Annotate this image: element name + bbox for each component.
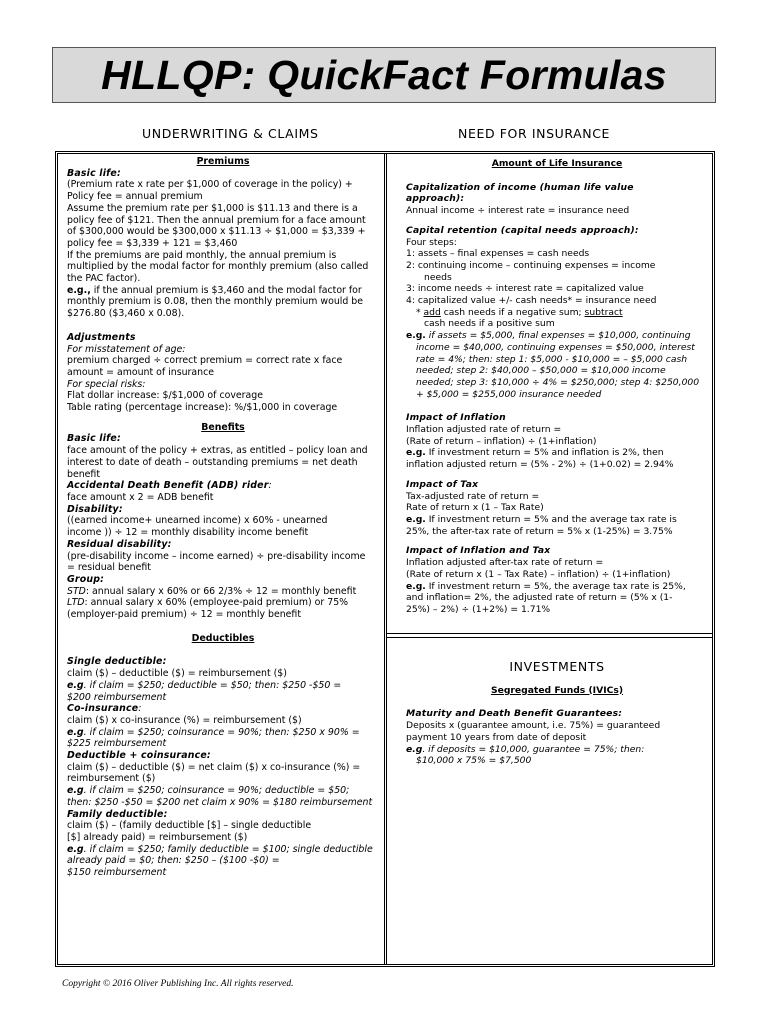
premium-line: monthly premium is 0.08, then the monthly premium would be [67, 296, 364, 308]
benefit-line: (employer-paid premium) ÷ 12 = monthly benefit [67, 609, 301, 621]
example-label: e.g. [406, 580, 426, 592]
amount-note: cash needs if a positive sum [424, 318, 555, 330]
ltd-line [67, 597, 379, 609]
column-divider [384, 153, 387, 965]
benefit-line: face amount of the policy + extras, as entitled – policy loan and [67, 445, 368, 457]
title-banner [52, 47, 716, 103]
amount-example: income = $40,000, continuing expenses = $50,000, interest [416, 341, 695, 353]
inflation-tax-line: and inflation= 2%, the adjusted rate of return = (5% x (1- [406, 592, 673, 604]
benefit-line: (pre-disability income – income earned) ÷ pre-disability income [67, 550, 366, 562]
amount-example: rate = 4%; then: step 1: $5,000 - $10,000 = – $5,000 cash [416, 353, 688, 365]
premium-line: policy fee = $3,339 + 121 = $3,460 [67, 237, 238, 249]
tax-heading: Impact of Tax [406, 478, 479, 490]
premium-example [67, 285, 379, 297]
amount-line: Annual income ÷ interest rate = insurance need [406, 205, 630, 217]
amount-step: 2: continuing income – continuing expenses = income [406, 259, 656, 271]
adjustments-heading: Adjustments [67, 331, 136, 343]
deductible-example: then: $250 -$50 = $200 net claim x 90% = $180 reimbursement [67, 796, 373, 808]
premium-line: policy fee of $121. Then the annual premium for a face amount [67, 214, 366, 226]
adjustment-subheading: For special risks: [67, 378, 146, 390]
benefit-line: income )) ÷ 12 = monthly disability income benefit [67, 527, 309, 539]
amount-step: needs [424, 271, 452, 283]
premium-line: $276.80 ($3,460 x 0.08). [67, 308, 185, 320]
example-label: e.g. [406, 513, 426, 525]
premium-line: multiplied by the modal factor for monthly premium (also called [67, 261, 369, 273]
amount-heading: approach): [406, 193, 465, 205]
note-text: cash needs if a negative sum; [440, 306, 585, 318]
tax-line: 25%, the after-tax rate of return = 5% x (1-25%) = 3.75% [406, 525, 673, 537]
benefit-line: benefit [67, 468, 101, 480]
example-text: If investment return = 5%, the average tax rate is 25%, [425, 580, 686, 592]
example-label: e.g. [406, 447, 426, 459]
adb-heading-line [67, 480, 379, 492]
amount-example [406, 330, 708, 342]
deductible-example: $150 reimbursement [67, 867, 167, 879]
deductible-example [67, 680, 379, 692]
amount-step: 4: capitalized value +/- cash needs* = insurance need [406, 295, 657, 307]
adjustment-line: premium charged ÷ correct premium = correct rate x face [67, 355, 343, 367]
inflation-line: inflation adjusted return = (5% - 2%) ÷ (1+0.02) = 2.94% [406, 459, 674, 471]
example-text: . if claim = $250; coinsurance = 90%; deductible = $50; [83, 785, 350, 797]
inflation-tax-line: Inflation adjusted after-tax rate of return = [406, 557, 604, 569]
example-text: . if claim = $250; coinsurance = 90%; then: $250 x 90% = [83, 726, 360, 738]
inflation-tax-heading: Impact of Inflation and Tax [406, 545, 551, 557]
example-text: . if deposits = $10,000, guarantee = 75%; then: [422, 743, 645, 755]
deductible-line: claim ($) – (family deductible [$] – single deductible [67, 820, 312, 832]
amount-example: + $5,000 = $255,000 insurance needed [416, 388, 602, 400]
premium-line: of $300,000 would be $300,000 x $11.13 ÷ $1,000 = $3,339 + [67, 226, 366, 238]
example-label: e.g [406, 743, 423, 755]
deductible-example: $225 reimbursement [67, 738, 167, 750]
deductible-line: [$] already paid) = reimbursement ($) [67, 831, 248, 843]
deductible-example: already paid = $0; then: $250 – ($100 -$0) = [67, 855, 280, 867]
inflation-tax-line: 25%) – 2%) ÷ (1+2%) = 1.71% [406, 603, 551, 615]
amount-step: 3: income needs ÷ interest rate = capitalized value [406, 283, 644, 295]
example-label: e.g [67, 843, 84, 855]
example-label: e.g., [67, 284, 91, 296]
inflation-tax-example [406, 581, 708, 593]
amount-note [406, 307, 708, 319]
std-line [67, 586, 379, 598]
amount-step: 1: assets – final expenses = cash needs [406, 248, 590, 260]
subtract-text: subtract [584, 306, 623, 318]
ltd-text: : annual salary x 60% (employee-paid premium) or 75% [84, 597, 349, 609]
adjustment-line: Table rating (percentage increase): %/$1,000 in coverage [67, 402, 338, 414]
amount-heading: Capitalization of income (human life value [406, 181, 634, 193]
example-text: if assets = $5,000, final expenses = $10,000, continuing [425, 330, 691, 342]
left-column-header: UNDERWRITING & CLAIMS [142, 126, 319, 141]
left-pane [67, 156, 379, 879]
asterisk: * [416, 306, 424, 318]
deductible-line: reimbursement ($) [67, 773, 156, 785]
premiums-title: Premiums [196, 156, 250, 167]
tax-line: Tax-adjusted rate of return = [406, 490, 540, 502]
benefit-heading: Group: [67, 573, 105, 585]
deductible-line: claim ($) – deductible ($) = net claim ($) x co-insurance (%) = [67, 761, 361, 773]
deductible-example: $200 reimbursement [67, 691, 167, 703]
premium-line: Policy fee = annual premium [67, 191, 203, 203]
std-text: : annual salary x 60% or 66 2/3% ÷ 12 = monthly benefit [85, 585, 357, 597]
example-label: e.g [67, 726, 84, 738]
section-divider [387, 633, 713, 638]
investments-example [406, 744, 708, 756]
ltd-label: LTD [67, 597, 85, 609]
adjustment-line: amount = amount of insurance [67, 366, 214, 378]
investments-line: payment 10 years from date of deposit [406, 731, 587, 743]
investments-subtitle: Segregated Funds (IVICs) [490, 684, 624, 696]
inflation-line: Inflation adjusted rate of return = [406, 424, 562, 436]
investments-example: $10,000 x 75% = $7,500 [416, 755, 532, 767]
benefit-heading: Basic life: [67, 433, 121, 445]
investments-title: INVESTMENTS [509, 659, 605, 674]
amount-line: Four steps: [406, 236, 457, 248]
deductible-line: claim ($) x co-insurance (%) = reimbursement ($) [67, 714, 302, 726]
adjustment-line: Flat dollar increase: $/$1,000 of coverage [67, 390, 263, 402]
example-text: . if claim = $250; deductible = $50; then: $250 -$50 = [83, 679, 342, 691]
benefit-line: ((earned income+ unearned income) x 60% - unearned [67, 515, 328, 527]
benefit-heading: Residual disability: [67, 538, 172, 550]
benefit-heading: Accidental Death Benefit (ADB) rider [67, 480, 269, 492]
basic-life-heading: Basic life: [67, 167, 121, 179]
example-text: If investment return = 5% and the average tax rate is [425, 513, 677, 525]
benefit-line: interest to date of death – outstanding premiums = net death [67, 456, 358, 468]
inflation-heading: Impact of Inflation [406, 412, 506, 424]
benefit-line: = residual benefit [67, 562, 151, 574]
adjustment-subheading: For misstatement of age: [67, 343, 186, 355]
benefits-title: Benefits [201, 421, 245, 433]
investments-pane [406, 661, 708, 767]
inflation-line: (Rate of return – inflation) ÷ (1+inflation) [406, 435, 597, 447]
example-text: if the annual premium is $3,460 and the modal factor for [90, 284, 362, 296]
page-title: HLLQP: QuickFact Formulas [101, 51, 667, 98]
deductible-example [67, 785, 379, 797]
deductible-line: claim ($) – deductible ($) = reimbursement ($) [67, 668, 287, 680]
right-column-header: NEED FOR INSURANCE [458, 126, 611, 141]
colon: : [268, 480, 272, 492]
add-text: add [423, 306, 441, 318]
right-pane [406, 158, 708, 616]
investments-heading: Maturity and Death Benefit Guarantees: [406, 708, 623, 720]
benefit-heading: Disability: [67, 503, 123, 515]
deductibles-title: Deductibles [191, 632, 255, 644]
example-text: If investment return = 5% and inflation is 2%, then [425, 447, 664, 459]
premium-line: (Premium rate x rate per $1,000 of coverage in the policy) + [67, 179, 353, 191]
example-label: e.g [67, 785, 84, 797]
copyright-footer: Copyright © 2016 Oliver Publishing Inc. All rights reserved. [62, 979, 294, 989]
colon: : [138, 703, 142, 715]
deductible-heading: Family deductible: [67, 808, 168, 820]
amount-heading: Capital retention (capital needs approach): [406, 224, 639, 236]
deductible-heading: Co-insurance [67, 703, 139, 715]
tax-example [406, 514, 708, 526]
investments-line: Deposits x (guarantee amount, i.e. 75%) = guaranteed [406, 720, 661, 732]
premium-line: If the premiums are paid monthly, the annual premium is [67, 249, 337, 261]
deductible-heading: Single deductible: [67, 656, 167, 668]
coins-heading-line [67, 703, 379, 715]
premium-line: Assume the premium rate per $1,000 is $11.13 and there is a [67, 202, 358, 214]
deductible-heading: Deductible + coinsurance: [67, 750, 211, 762]
example-text: . if claim = $250; family deductible = $100; single deductible [83, 843, 373, 855]
amount-example: needed; step 2: $40,000 – $50,000 = $10,000 income [416, 365, 666, 377]
deductible-example [67, 844, 379, 856]
deductible-example [67, 727, 379, 739]
amount-title: Amount of Life Insurance [491, 158, 623, 169]
tax-line: Rate of return x (1 – Tax Rate) [406, 502, 544, 514]
amount-example: needed; step 3: $10,000 ÷ 4% = $250,000; step 4: $250,000 [416, 376, 700, 388]
example-label: e.g. [406, 330, 426, 342]
premium-line: the PAC factor). [67, 273, 141, 285]
example-label: e.g [67, 679, 84, 691]
inflation-example [406, 447, 708, 459]
std-label: STD [67, 585, 86, 597]
benefit-line: face amount x 2 = ADB benefit [67, 491, 214, 503]
inflation-tax-line: (Rate of return x (1 – Tax Rate) – inflation) ÷ (1+inflation) [406, 568, 671, 580]
